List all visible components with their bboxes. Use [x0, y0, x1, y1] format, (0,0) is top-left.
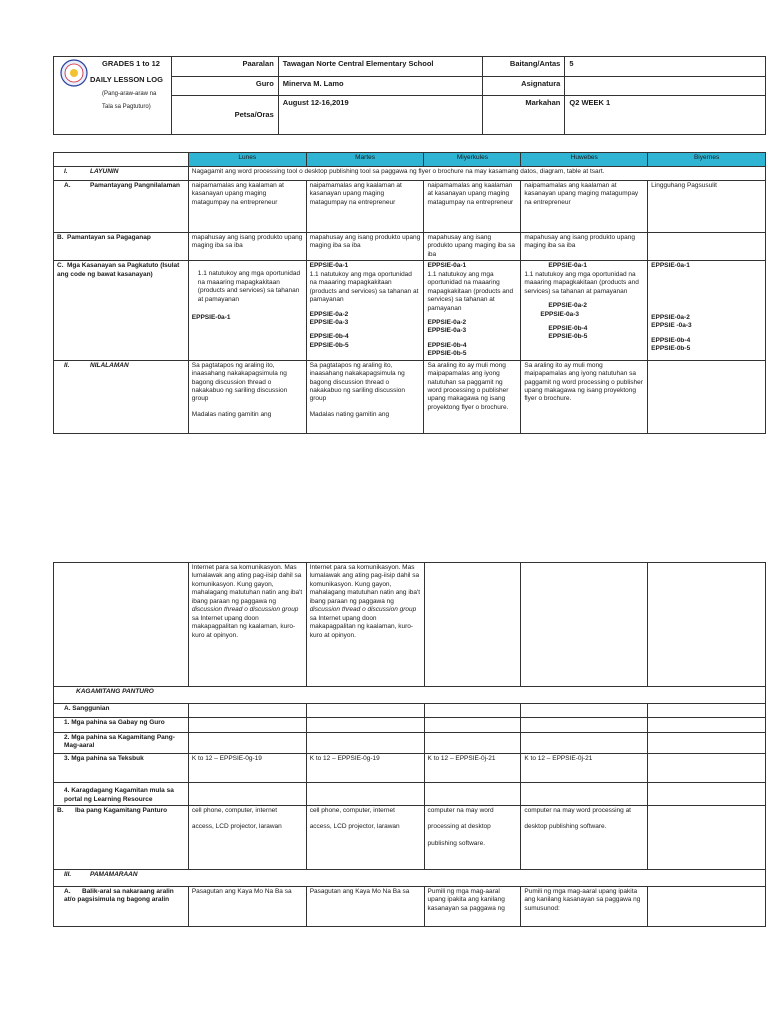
petsa-value: August 12-16,2019	[278, 96, 483, 135]
teksbuk-miyerkules: K to 12 – EPPSIE-0j-21	[424, 754, 521, 783]
asignatura-label: Asignatura	[483, 77, 565, 96]
paaralan-value: Tawagan Norte Central Elementary School	[278, 57, 483, 77]
kasanayan-biyernes-code2: EPPSIE-0a-2	[651, 313, 690, 321]
teksbuk-martes: K to 12 – EPPSIE-0g-19	[306, 754, 424, 783]
baitang-label: Baitang/Antas	[483, 57, 565, 77]
balik-aral-label: A. Balik-aral sa nakaraang aralin at/o pagsisimula ng bagong aralin	[54, 887, 189, 927]
balik-lunes: Pasagutan ang Kaya Mo Na Ba sa	[188, 887, 306, 927]
karagdagang-kagamitan-label: 4. Karagdagang Kagamitan mula sa portal ng Learning Resource	[54, 783, 189, 806]
layunin-text: Nagagamit ang word processing tool o desktop publishing tool sa paggawa ng flyer o brochure na may kasamang datos, diagram, table at tsart.	[188, 167, 765, 181]
nilalaman-martes-text: Sa pagtatapos ng araling ito, inaasahang nakakapagsimula ng bagong discussion thread o nakakabuo ng sariling discussion group	[309, 361, 406, 403]
kasanayan-huwebes-code1: EPPSIE-0a-1	[548, 262, 588, 270]
nilalaman-label: II. NILALAMAN	[54, 360, 189, 433]
lesson-log-table	[53, 152, 766, 434]
layunin-label: I. LAYUNIN	[54, 167, 189, 181]
header-sub2: Tala sa Pagtuturo)	[102, 104, 151, 111]
nilalaman-lunes	[188, 360, 306, 433]
kasanayan-biyernes-code4: EPPSIE-0b-4	[651, 336, 691, 344]
gabay-guro-label: 1. Mga pahina sa Gabay ng Guro	[54, 718, 189, 733]
kasanayan-miyerkules-code5: EPPSIE-0b-5	[427, 350, 467, 358]
kasanayan-martes-code2: EPPSIE-0a-2	[309, 310, 349, 318]
corner-cell	[54, 153, 189, 167]
day-header-miyerkules: Miyerkules	[424, 153, 521, 167]
kasanayan-biyernes-code5: EPPSIE-0b-5	[651, 345, 691, 353]
day-header-martes: Martes	[306, 153, 424, 167]
nilalaman-biyernes	[648, 360, 766, 433]
kasanayan-biyernes-code1: EPPSIE-0a-1	[651, 262, 690, 270]
pg-miyerkules: mapahusay ang isang produkto upang maging iba sa iba	[424, 233, 521, 261]
kasanayan-martes-text: 1.1 natutukoy ang mga oportunidad na maaaring mapagkakitaan (products and services) sa tahanan at pamayanan	[309, 270, 419, 304]
guro-label: Guro	[171, 77, 278, 96]
kasanayan-miyerkules-code2: EPPSIE-0a-2	[427, 318, 467, 326]
kasanayan-martes-code4: EPPSIE-0b-4	[309, 333, 349, 341]
kasanayan-miyerkules	[424, 261, 521, 360]
paaralan-label: Paaralan	[171, 57, 278, 77]
kasanayan-huwebes-code4: EPPSIE-0b-4	[548, 324, 588, 332]
nilalaman-martes-text2: Madalas nating gamitin ang	[309, 410, 390, 418]
cont-martes: Internet para sa komunikasyon. Mas lumalawak ang ating pag-iisip dahil sa komunikasyon. Kung gayon, mahalagang matutuhan natin ang iba't ibang paraan ng paggawa ng discussion thread o discussion group sa Internet upang doon makapagpalitan ng kaalaman, kuro-kuro at opinyon.	[306, 563, 424, 687]
kasanayan-huwebes-code5: EPPSIE-0b-5	[548, 333, 588, 341]
nilalaman-martes	[306, 360, 424, 433]
kasanayan-miyerkules-text: 1.1 natutukoy ang mga oportunidad na maaaring mapagkakitaan (products and services) sa tahanan at pamayanan	[427, 270, 514, 312]
kasanayan-lunes-text: 1.1 natutukoy ang mga oportunidad na maaaring mapagkakitaan (products and services) sa tahanan at pamayanan	[197, 270, 301, 303]
kasanayan-miyerkules-code4: EPPSIE-0b-4	[427, 341, 467, 349]
pg-martes: mapahusay ang isang produkto upang maging iba sa iba	[306, 233, 424, 261]
kagamitan-panturo-label: KAGAMITANG PANTURO	[54, 687, 766, 704]
iba-pang-kagamitan-label: B. Iba pang Kagamitang Panturo	[54, 806, 189, 870]
kasanayan-huwebes-text: 1.1 natutukoy ang mga oportunidad na maaaring mapagkakitaan (products and services) sa tahanan at pamayanan	[524, 270, 639, 295]
grades-label: GRADES 1 to 12	[102, 59, 160, 68]
header-sub1: (Pang-araw-araw na	[102, 90, 157, 97]
iba-martes: cell phone, computer, internet access, LCD projector, larawan	[306, 806, 424, 870]
kasanayan-huwebes-code3: EPPSIE-0a-3	[540, 310, 580, 318]
markahan-label: Markahan	[483, 96, 565, 135]
pamamaraan-label: III. PAMAMARAAN	[54, 870, 766, 887]
pp-biyernes: Lingguhang Pagsusulit	[648, 181, 766, 233]
nilalaman-lunes-text2: Madalas nating gamitin ang	[191, 410, 272, 418]
balik-martes: Pasagutan ang Kaya Mo Na Ba sa	[306, 887, 424, 927]
header-title-cell	[54, 57, 172, 135]
cont-huwebes	[521, 563, 648, 687]
daily-lesson-log-title: DAILY LESSON LOG	[90, 74, 163, 84]
iba-lunes: cell phone, computer, internet access, LCD projector, larawan	[188, 806, 306, 870]
pg-biyernes	[648, 233, 766, 261]
iba-miyerkules: computer na may word processing at desktop publishing software.	[424, 806, 521, 870]
kasanayan-martes-code3: EPPSIE-0a-3	[309, 318, 349, 326]
sanggunian-label: A. Sanggunian	[54, 704, 189, 718]
kasanayan-lunes	[188, 261, 306, 360]
balik-huwebes: Pumili ng mga mag-aaral upang ipakita ang kanilang kasanayan sa paggawa ng sumusunod:	[521, 887, 648, 927]
cont-miyerkules	[424, 563, 521, 687]
kasanayan-martes-code1: EPPSIE-0a-1	[309, 262, 349, 270]
guro-value: Minerva M. Lamo	[278, 77, 483, 96]
kasanayan-huwebes	[521, 261, 648, 360]
kasanayan-martes-code5: EPPSIE-0b-5	[309, 341, 349, 349]
teksbuk-huwebes: K to 12 – EPPSIE-0j-21	[521, 754, 648, 783]
kasanayan-label: C. Mga Kasanayan sa Pagkatuto (Isulat ang code ng bawat kasanayan)	[54, 261, 189, 360]
kasanayan-biyernes	[648, 261, 766, 360]
lesson-log-table-continued	[53, 562, 766, 927]
cont-label	[54, 563, 189, 687]
teksbuk-label: 3. Mga pahina sa Teksbuk	[54, 754, 189, 783]
kasanayan-lunes-code: EPPSIE-0a-1	[191, 314, 231, 322]
nilalaman-huwebes: Sa araling ito ay muli mong maipapamalas ang iyong natutuhan sa paggamit ng word processing o publisher upang makagawa ng isang proyektong flyer o brochure.	[521, 360, 648, 433]
kasanayan-martes	[306, 261, 424, 360]
iba-huwebes: computer na may word processing at desktop publishing software.	[521, 806, 648, 870]
nilalaman-lunes-text: Sa pagtatapos ng araling ito, inaasahang nakakapagsimula ng bagong discussion thread o nakakabuo ng sariling discussion group	[191, 361, 288, 403]
cont-lunes: Internet para sa komunikasyon. Mas lumalawak ang ating pag-iisip dahil sa komunikasyon. Kung gayon, mahalagang matutuhan natin ang iba't ibang paraan ng paggawa ng discussion thread o discussion group sa Internet upang doon makapagpalitan ng kaalaman, kuro-kuro at opinyon.	[188, 563, 306, 687]
day-header-biyernes: Biyernes	[648, 153, 766, 167]
pp-huwebes: naipamamalas ang kaalaman at kasanayan upang maging matagumpay na entrepreneur	[521, 181, 648, 233]
pp-miyerkules: naipamamalas ang kaalaman at kasanayan upang maging matagumpay na entrepreneur	[424, 181, 521, 233]
cont-biyernes	[648, 563, 766, 687]
balik-miyerkules: Pumili ng mga mag-aaral upang ipakita ang kanilang kasanayan sa paggawa ng	[424, 887, 521, 927]
markahan-value: Q2 WEEK 1	[565, 96, 766, 135]
nilalaman-miyerkules: Sa araling ito ay muli mong maipapamalas ang iyong natutuhan sa paggamit ng word processing o publisher upang makagawa ng isang proyektong flyer o brochure.	[424, 360, 521, 433]
kagamitang-pang-mag-aaral-label: 2. Mga pahina sa Kagamitang Pang-Mag-aaral	[54, 733, 189, 754]
pamantayan-pagganap-label: B. Pamantayan sa Pagaganap	[54, 233, 189, 261]
kasanayan-miyerkules-code1: EPPSIE-0a-1	[427, 262, 467, 270]
pp-lunes: naipamamalas ang kaalaman at kasanayan upang maging matagumpay na entrepreneur	[188, 181, 306, 233]
day-header-huwebes: Huwebes	[521, 153, 648, 167]
baitang-value: 5	[565, 57, 766, 77]
day-header-lunes: Lunes	[188, 153, 306, 167]
pp-martes: naipamamalas ang kaalaman at kasanayan upang maging matagumpay na entrepreneur	[306, 181, 424, 233]
petsa-label: Petsa/Oras	[171, 96, 278, 135]
pamantayang-pangnilalaman-label: A. Pamantayang Pangnilalaman	[54, 181, 189, 233]
kasanayan-biyernes-code3: EPPSIE -0a-3	[651, 322, 692, 330]
kasanayan-miyerkules-code3: EPPSIE-0a-3	[427, 327, 467, 335]
kasanayan-huwebes-code2: EPPSIE-0a-2	[548, 302, 588, 310]
asignatura-value	[565, 77, 766, 96]
pg-huwebes: mapahusay ang isang produkto upang maging iba sa iba	[521, 233, 648, 261]
header-table	[53, 56, 766, 135]
pg-lunes: mapahusay ang isang produkto upang maging iba sa iba	[188, 233, 306, 261]
teksbuk-lunes: K to 12 – EPPSIE-0g-19	[188, 754, 306, 783]
